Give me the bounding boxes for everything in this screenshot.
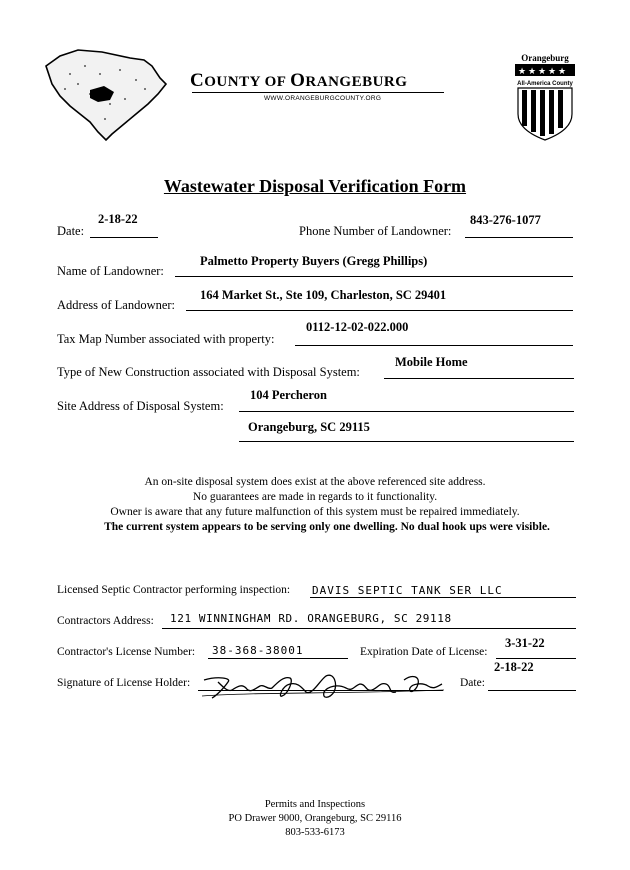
tax-map-line	[295, 345, 573, 346]
county-website: WWW.ORANGEBURGCOUNTY.ORG	[264, 95, 382, 102]
signature-line	[198, 690, 443, 691]
inspector-label: Licensed Septic Contractor performing inspection:	[57, 584, 291, 596]
note-line-3: Owner is aware that any future malfunction of this system must be repaired immediately.	[110, 506, 520, 518]
badge-title: Orangeburg	[521, 53, 569, 63]
form-title: Wastewater Disposal Verification Form	[163, 176, 467, 196]
signature-date-label: Date:	[460, 677, 485, 689]
contractor-address-line	[162, 628, 576, 629]
license-number-label: Contractor's License Number:	[57, 646, 196, 658]
badge-subtitle: All-America County	[517, 81, 573, 87]
landowner-name-value: Palmetto Property Buyers (Gregg Phillips)	[200, 254, 428, 268]
note-line-2: No guarantees are made in regards to it functionality.	[192, 491, 438, 503]
all-america-badge	[512, 52, 578, 147]
landowner-address-value: 164 Market St., Ste 109, Charleston, SC 29401	[200, 288, 447, 302]
site-address-line2-value: Orangeburg, SC 29115	[248, 420, 370, 434]
site-address-label: Site Address of Disposal System:	[57, 399, 224, 413]
site-address-line1	[239, 411, 574, 412]
note-line-4: The current system appears to be serving only one dwelling. No dual hook ups were visible.	[104, 521, 550, 533]
signature-label: Signature of License Holder:	[57, 677, 191, 689]
site-address-line2	[239, 441, 574, 442]
signature-date-line	[488, 690, 576, 691]
county-title-rule	[192, 92, 444, 93]
contractor-address-label: Contractors Address:	[57, 615, 154, 627]
phone-value: 843-276-1077	[470, 213, 541, 227]
contractor-address-value: 121 WINNINGHAM RD. ORANGEBURG, SC 29118	[170, 612, 452, 625]
date-line	[90, 237, 158, 238]
svg-text:★: ★	[528, 67, 537, 77]
landowner-name-label: Name of Landowner:	[57, 264, 164, 278]
date-value: 2-18-22	[98, 212, 138, 226]
footer-address: PO Drawer 9000, Orangeburg, SC 29116	[228, 813, 402, 824]
inspector-line	[310, 597, 576, 598]
county-title: COUNTY OF ORANGEBURG	[190, 70, 408, 91]
phone-line	[465, 237, 573, 238]
site-address-line1-value: 104 Percheron	[250, 388, 327, 402]
tax-map-value: 0112-12-02-022.000	[306, 320, 409, 334]
construction-type-label: Type of New Construction associated with Disposal System:	[57, 365, 360, 379]
date-label: Date:	[57, 224, 85, 238]
landowner-address-label: Address of Landowner:	[57, 298, 176, 312]
expiration-value: 3-31-22	[505, 636, 545, 650]
landowner-name-line	[175, 276, 573, 277]
note-line-1: An on-site disposal system does exist at the above referenced site address.	[144, 476, 486, 488]
state-map-logo	[40, 44, 170, 147]
construction-type-line	[384, 378, 574, 379]
svg-text:★: ★	[558, 67, 567, 77]
expiration-line	[496, 658, 576, 659]
inspector-value: DAVIS SEPTIC TANK SER LLC	[312, 584, 503, 597]
construction-type-value: Mobile Home	[395, 355, 468, 369]
svg-text:★: ★	[548, 67, 557, 77]
phone-label: Phone Number of Landowner:	[299, 224, 452, 238]
license-number-value: 38-368-38001	[212, 644, 304, 657]
signature-date-value: 2-18-22	[494, 660, 534, 674]
footer-department: Permits and Inspections	[264, 799, 366, 810]
license-number-line	[208, 658, 348, 659]
svg-text:★: ★	[518, 67, 527, 77]
footer-phone: 803-533-6173	[285, 827, 345, 838]
expiration-label: Expiration Date of License:	[360, 646, 488, 658]
landowner-address-line	[186, 310, 573, 311]
tax-map-label: Tax Map Number associated with property:	[57, 332, 275, 346]
svg-text:★: ★	[538, 67, 547, 77]
